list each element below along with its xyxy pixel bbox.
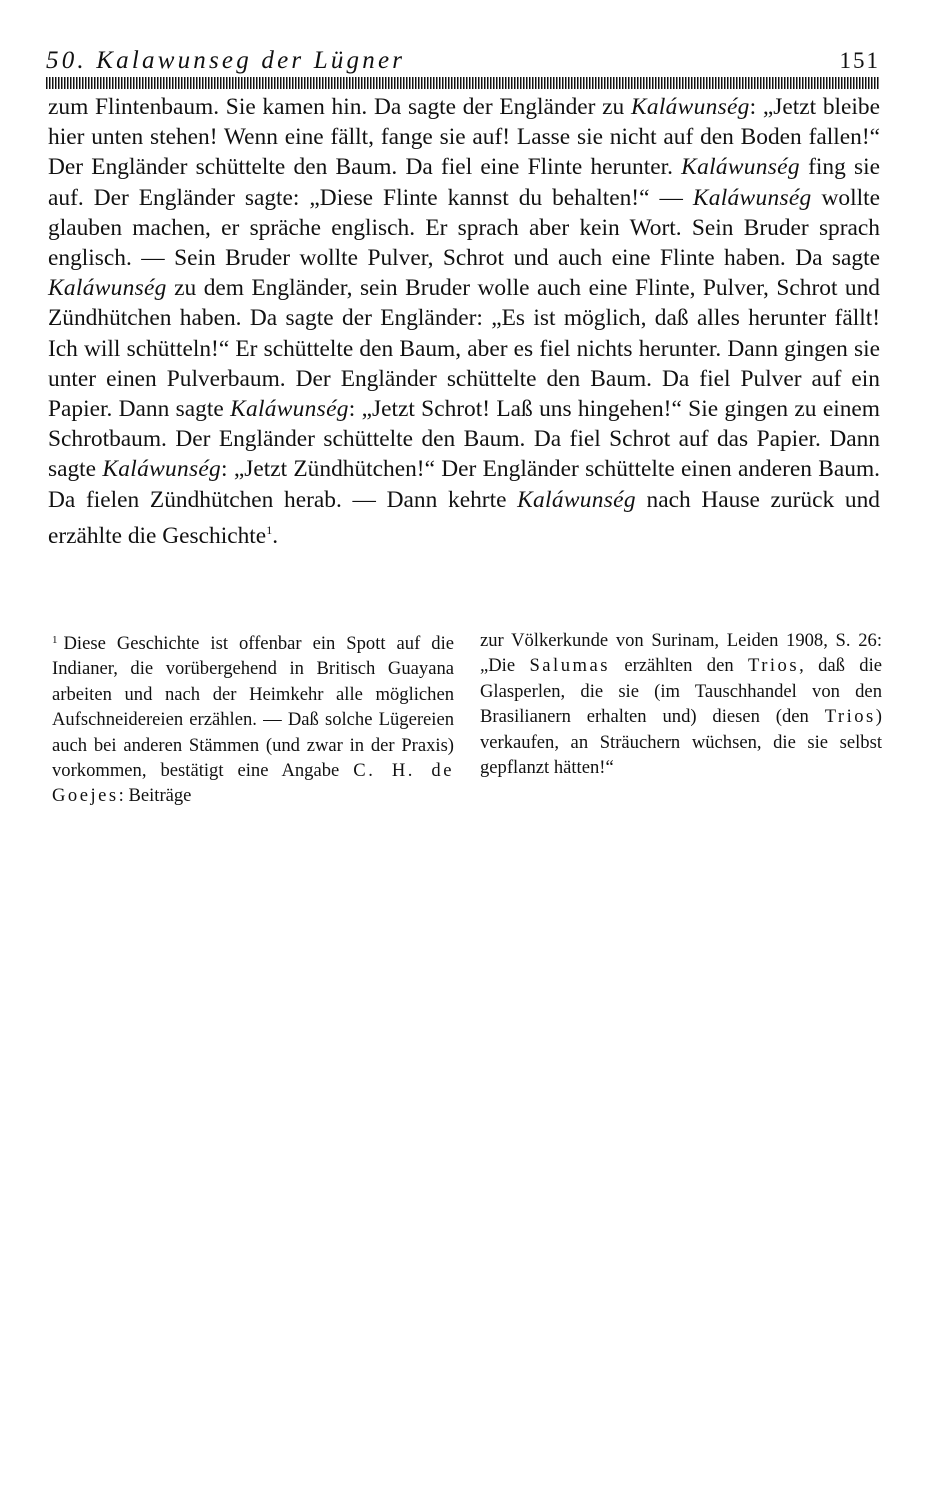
text-segment: nach Hause zurück und erzählte die Geschichte bbox=[48, 486, 880, 549]
text-segment: : „Jetzt Schrot! Laß uns hingehen!“ Sie gingen zu einem Schrotbaum. Der Engländer schüttelte den Baum. Da fiel Schrot auf das Papier. Dann sagte bbox=[48, 396, 880, 483]
name-kalawunseg: Kaláwunség bbox=[630, 94, 750, 120]
footnote-segment: : Beiträge bbox=[118, 785, 192, 807]
running-head bbox=[46, 42, 880, 76]
running-title: 50. Kalawunseg der Lügner bbox=[46, 47, 406, 74]
text-segment: : „Jetzt bleibe hier unten stehen! Wenn eine fällt, fange sie auf! Lasse sie nicht auf den Boden fallen!“ Der Engländer schüttelte den Baum. Da fiel eine Flinte herunter. bbox=[48, 94, 881, 181]
footnote-author: C. H. de Goejes bbox=[52, 760, 454, 807]
text-segment: zum Flintenbaum. Sie kamen hin. Da sagte der Engländer zu bbox=[48, 94, 631, 120]
footnote-segment: Diese Geschichte ist offenbar ein Spott auf die Indianer, die vorübergehend in Britisch Guayana arbeiten und nach der Heimkehr alle möglichen Aufschneidereien erzählen. — Daß solche Lügereien auch bei anderen Stämmen (und zwar in der Praxis) vorkommen, bestätigt eine Angabe bbox=[52, 633, 454, 782]
footnote-segment: zur Völkerkunde von Surinam, Leiden 1908, S. 26: „Die bbox=[480, 630, 882, 677]
page-number: 151 bbox=[839, 48, 880, 73]
footnote-column-right bbox=[480, 628, 882, 809]
main-text bbox=[48, 92, 880, 551]
footnote-text bbox=[480, 628, 882, 780]
text-segment: . bbox=[272, 522, 279, 549]
name-kalawunseg: Kaláwunség bbox=[517, 486, 636, 513]
text-segment: fing sie auf. Der Engländer sagte: „Diese Flinte kannst du behalten!“ — bbox=[48, 154, 880, 211]
footnote-segment: ) verkaufen, an Sträuchern wüchsen, die sie selbst gepflanzt hätten!“ bbox=[480, 706, 882, 779]
text-segment: zu dem Engländer, sein Bruder wolle auch eine Flinte, Pulver, Schrot und Zündhütchen haben. Da sagte der Engländer: „Es ist möglich, daß alles herunter fällt! Ich will schütteln!“ Er schüttelte den Baum, aber es fiel nichts herunter. Dann gingen sie unter einen Pulverbaum. Der Engländer schüttelte den Baum. Da fiel Pulver auf ein Papier. Dann sagte bbox=[48, 275, 880, 423]
text-segment: wollte glauben machen, er spräche englisch. Er sprach aber kein Wort. Sein Bruder sprach englisch. — Sein Bruder wollte Pulver, Schrot und auch eine Flinte haben. Da sagte bbox=[48, 184, 880, 272]
name-kalawunseg: Kaláwunség bbox=[48, 275, 167, 302]
footnote-column-left bbox=[52, 628, 454, 809]
footnote-marker: 1 bbox=[52, 634, 58, 646]
main-paragraph bbox=[48, 92, 880, 551]
footnote-segment: , daß die Glasperlen, die sie (im Tauschhandel von den Brasilianern erhalten und) diesen (den bbox=[480, 655, 882, 728]
footnote-name-trios: Trios bbox=[747, 655, 800, 677]
footnote-name-trios: Trios bbox=[824, 706, 876, 728]
footnote-name-salumas: Salumas bbox=[529, 655, 610, 677]
text-segment: : „Jetzt Zündhütchen!“ Der Engländer schüttelte einen anderen Baum. Da fielen Zündhütchen herab. — Dann kehrte bbox=[48, 456, 880, 513]
footnote-text bbox=[52, 628, 454, 809]
name-kalawunseg: Kaláwunség bbox=[681, 154, 800, 181]
footnote-segment: erzählten den bbox=[609, 655, 748, 677]
name-kalawunseg: Kaláwunség bbox=[230, 396, 349, 423]
name-kalawunseg: Kaláwunség bbox=[692, 184, 812, 211]
footnote-reference: 1 bbox=[266, 522, 273, 537]
header-rule bbox=[46, 77, 880, 89]
name-kalawunseg: Kaláwunség bbox=[102, 456, 222, 483]
footnotes bbox=[52, 628, 882, 809]
